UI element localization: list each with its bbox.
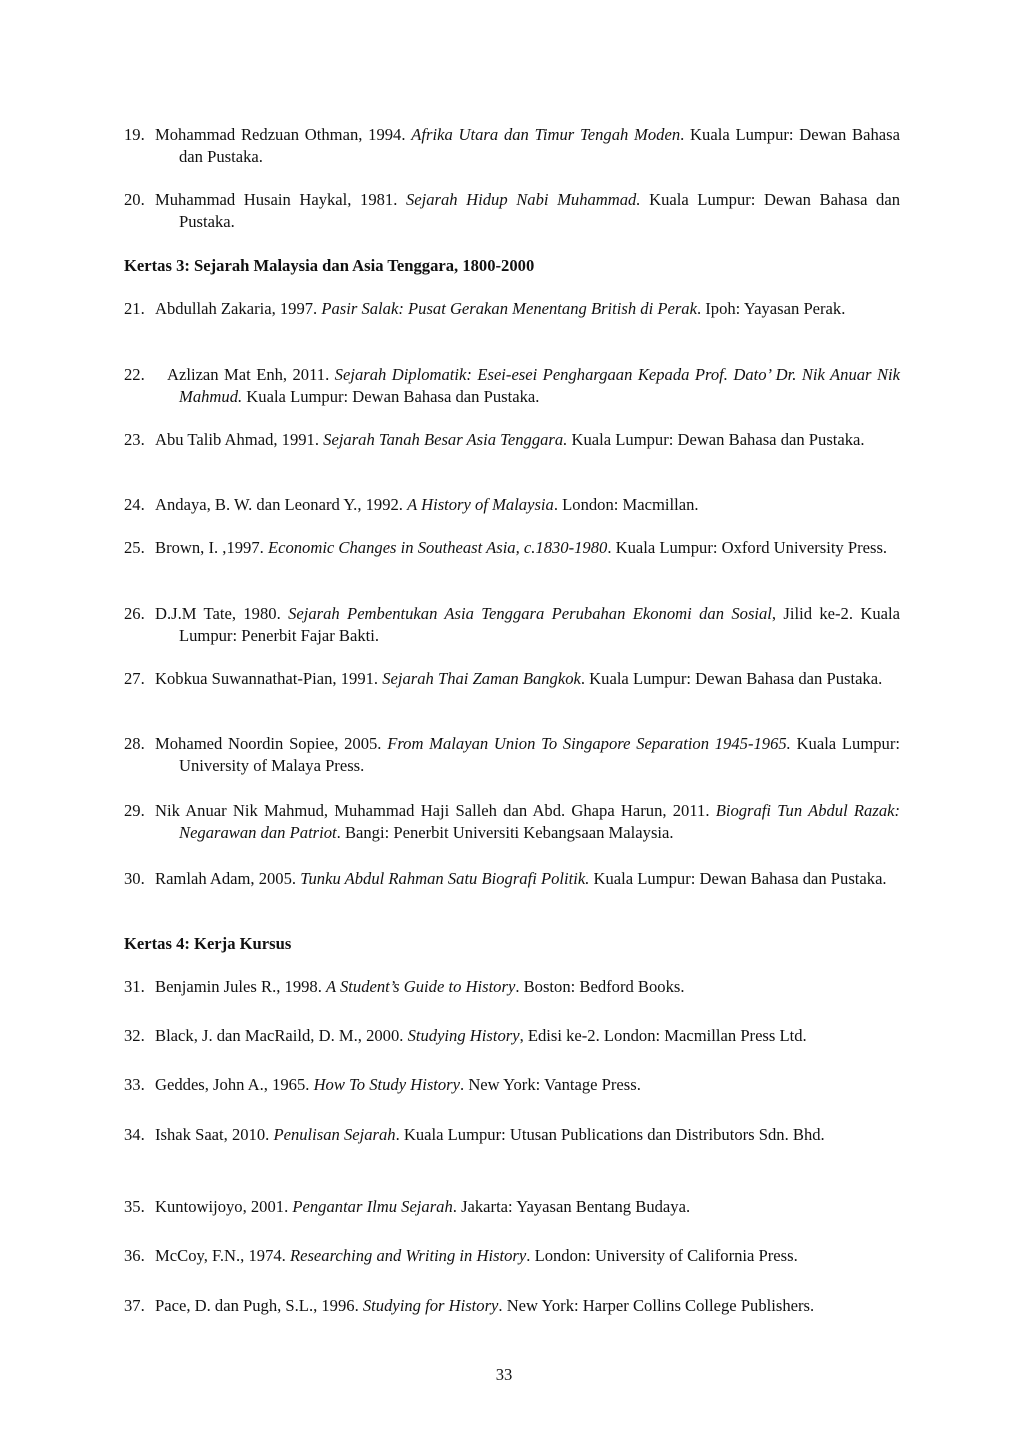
reference-publisher: Kuala Lumpur: University of Malaya Press. [179,734,900,775]
reference-author: Benjamin Jules R., 1998. [155,977,327,996]
reference-entry [124,537,900,559]
reference-title: Studying History [407,1026,520,1045]
reference-author: Mohammad Redzuan Othman, 1994. [155,125,412,144]
reference-author: Ramlah Adam, 2005. [155,869,301,888]
reference-number: 31. [124,977,145,996]
reference-title: How To Study History [313,1075,461,1094]
reference-title: A History of Malaysia [407,495,554,514]
reference-title: Penulisan Sejarah [273,1125,396,1144]
reference-number: 36. [124,1246,145,1265]
reference-entry [124,494,900,516]
reference-entry [124,800,900,844]
reference-entry [124,1074,900,1096]
reference-author: Mohamed Noordin Sopiee, 2005. [155,734,388,753]
reference-number: 30. [124,869,145,888]
reference-entry [124,668,900,690]
reference-entry [124,976,900,998]
reference-title: Tunku Abdul Rahman Satu Biografi Politik. [300,869,590,888]
reference-number: 32. [124,1026,145,1045]
reference-publisher: . Bangi: Penerbit Universiti Kebangsaan Malaysia. [336,823,674,842]
reference-number: 28. [124,734,145,753]
reference-author: Kobkua Suwannathat-Pian, 1991. [155,669,383,688]
reference-number: 33. [124,1075,145,1094]
reference-title: Sejarah Thai Zaman Bangkok [382,669,581,688]
reference-title: Sejarah Pembentukan Asia Tenggara Perubahan Ekonomi dan Sosial [288,604,772,623]
reference-publisher: . Jakarta: Yayasan Bentang Budaya. [452,1197,691,1216]
reference-number: 27. [124,669,145,688]
reference-author: D.J.M Tate, 1980. [155,604,289,623]
reference-publisher: Kuala Lumpur: Dewan Bahasa dan Pustaka. [567,430,865,449]
reference-number: 20. [124,190,145,209]
reference-entry [124,868,900,890]
reference-title: Pengantar Ilmu Sejarah [292,1197,453,1216]
reference-entry [124,603,900,647]
reference-author: McCoy, F.N., 1974. [155,1246,290,1265]
reference-number: 26. [124,604,145,623]
reference-publisher: . Kuala Lumpur: Dewan Bahasa dan Pustaka. [580,669,883,688]
reference-title: Sejarah Diplomatik: Esei-esei Penghargaan Kepada Prof. Dato’ Dr. Nik Anuar Nik Mahmud. [179,365,900,406]
reference-entry [124,1245,900,1267]
reference-title: Studying for History [362,1296,499,1315]
reference-number: 24. [124,495,145,514]
reference-author: Brown, I. ,1997. [155,538,268,557]
reference-entry [124,364,900,408]
reference-title: Researching and Writing in History [289,1246,527,1265]
reference-publisher: Kuala Lumpur: Dewan Bahasa dan Pustaka. [589,869,887,888]
reference-title: Biografi Tun Abdul Razak: Negarawan dan Patriot [179,801,901,842]
reference-publisher: . London: University of California Press. [526,1246,798,1265]
page-number: 33 [495,1365,513,1384]
reference-author: Abu Talib Ahmad, 1991. [155,430,324,449]
reference-author: Pace, D. dan Pugh, S.L., 1996. [155,1296,363,1315]
reference-publisher: . New York: Vantage Press. [460,1075,641,1094]
reference-entry [124,124,900,168]
reference-author: Abdullah Zakaria, 1997. [155,299,322,318]
reference-number: 22. [124,365,145,384]
reference-number: 25. [124,538,145,557]
section-heading-kertas-4: Kertas 4: Kerja Kursus [124,934,292,953]
reference-title: Pasir Salak: Pusat Gerakan Menentang British di Perak [321,299,697,318]
reference-author: Nik Anuar Nik Mahmud, Muhammad Haji Salleh dan Abd. Ghapa Harun, 2011. [155,801,716,820]
reference-publisher: . Kuala Lumpur: Oxford University Press. [607,538,888,557]
section-heading-kertas-3: Kertas 3: Sejarah Malaysia dan Asia Tenggara, 1800-2000 [124,256,535,275]
reference-number: 35. [124,1197,145,1216]
reference-entry [124,429,900,451]
reference-publisher: Kuala Lumpur: Dewan Bahasa dan Pustaka. [179,190,901,231]
reference-author: Black, J. dan MacRaild, D. M., 2000. [155,1026,408,1045]
reference-publisher: Kuala Lumpur: Dewan Bahasa dan Pustaka. [242,387,540,406]
reference-publisher: . Ipoh: Yayasan Perak. [696,299,846,318]
reference-author: Geddes, John A., 1965. [155,1075,314,1094]
reference-entry [124,189,900,233]
reference-title: Sejarah Hidup Nabi Muhammad. [405,190,641,209]
reference-number: 23. [124,430,145,449]
reference-author: Andaya, B. W. dan Leonard Y., 1992. [155,495,408,514]
reference-entry [124,1122,900,1148]
reference-author: Azlizan Mat Enh, 2011. [167,365,335,384]
reference-title: A Student’s Guide to History [326,977,516,996]
reference-author: Kuntowijoyo, 2001. [155,1197,293,1216]
reference-publisher: . Kuala Lumpur: Dewan Bahasa dan Pustaka. [179,125,900,166]
reference-number: 29. [124,801,145,820]
reference-entry [124,1196,900,1218]
reference-title: Afrika Utara dan Timur Tengah Moden [411,125,681,144]
reference-author: Ishak Saat, 2010. [155,1125,274,1144]
reference-number: 21. [124,299,145,318]
reference-title: Sejarah Tanah Besar Asia Tenggara. [323,430,568,449]
reference-publisher: . Boston: Bedford Books. [515,977,685,996]
reference-title: From Malayan Union To Singapore Separation 1945-1965. [387,734,791,753]
reference-publisher: , Jilid ke-2. Kuala Lumpur: Penerbit Fajar Bakti. [179,604,900,645]
reference-publisher: , Edisi ke-2. London: Macmillan Press Ltd. [519,1026,807,1045]
reference-number: 37. [124,1296,145,1315]
reference-author: Muhammad Husain Haykal, 1981. [155,190,406,209]
reference-publisher: . London: Macmillan. [553,495,699,514]
reference-entry [124,1025,900,1047]
reference-title: Economic Changes in Southeast Asia, c.1830-1980 [267,538,608,557]
reference-number: 19. [124,125,145,144]
reference-number: 34. [124,1125,145,1144]
reference-entry [124,1293,900,1319]
reference-publisher: . Kuala Lumpur: Utusan Publications dan Distributors Sdn. Bhd. [395,1125,825,1144]
reference-entry [124,733,900,777]
reference-publisher: . New York: Harper Collins College Publishers. [498,1296,815,1315]
reference-entry [124,298,900,320]
